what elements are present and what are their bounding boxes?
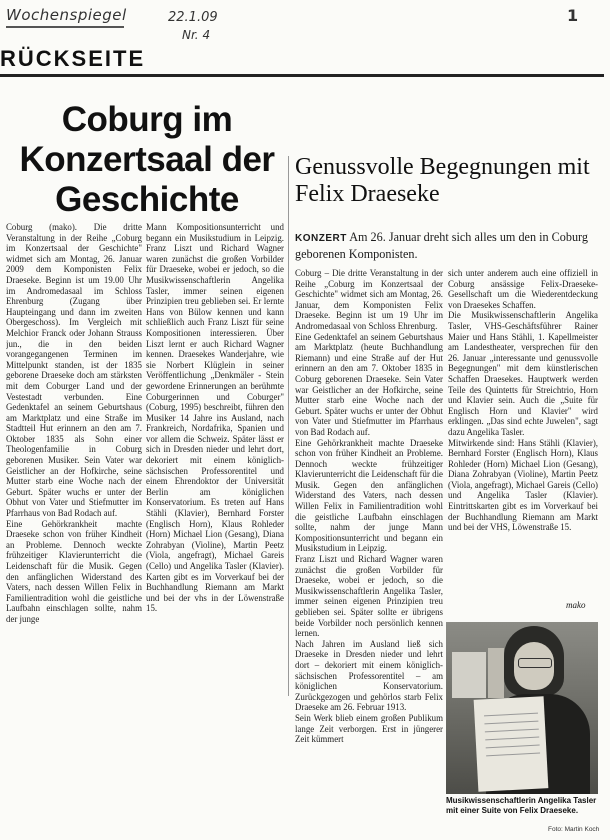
publication-name: Wochenspiegel: [6, 6, 127, 24]
photo-person-glasses: [518, 658, 552, 668]
issue-date: 22.1.09: [168, 10, 218, 25]
page-number: 1: [567, 6, 579, 25]
right-article-column-1: Coburg – Die dritte Veranstaltung in der Reihe „Coburg im Konzertsaal der Geschichte" widmet sich am Montag, 26. Januar, dem Komponisten Felix Draeseke. Beginn ist um 19 Uhr im Andromedasaal von Schloss Ehrenburg. Eine Gedenktafel an seinem Geburtshaus am Marktplatz (heute Buchhandlung Riemann) und eine Straße auf der Hut erinnern an den am 7. Oktober 1835 in Coburg geborenen Draeseke. Sein Vater war Geistlicher an der Hofkirche, seine Mutter starb eine Woche nach der Geburt. Später wuchs er unter der Obhut von Vater und Stiefmutter im Pfarrhaus von Bad Rodach auf. Eine Gehörkrankheit machte Draeseke schon von früher Kindheit an Probleme. Dennoch weckte frühzeitiger Klavierunterricht die Leidenschaft für die Musik. Gegen den anfänglichen Widerstand des Vaters, nach dessen Willen Felix in Familientradition wohl die geistliche Laufbahn einschlagen sollte, nahm der junge Mann Kompositionsunterricht und begann ein Musikstudium in Leipzig. Franz Liszt und Richard Wagner waren zunächst die großen Vorbilder für Draeseke, wobei er jedoch, so die Musikwissenschaftlerin Angelika Tasler, immer seinen eigenen Prinzipien treu geblieben sei. Später sollte er übrigens beide Vorbilder noch persönlich kennen lernen. Nach Jahren im Ausland ließ sich Draeseke in Dresden nieder und lehrt dort – dekoriert mit einem königlich-sächsischen Professorentitel – am königlichen Konservatorium. Zurückgezogen und gehörlos starb Felix Draeseke am 26. Februar 1913. Sein Werk blieb einem großen Publikum lange Zeit verborgen. Erst in jüngerer Zeit kümmert: [295, 268, 443, 745]
lead-kicker: KONZERT: [295, 233, 347, 244]
issue-number: Nr. 4: [182, 28, 211, 42]
right-article-headline: Genussvolle Begegnungen mit Felix Draeseke: [295, 154, 590, 207]
photo-credit: Foto: Martin Koch: [548, 826, 600, 833]
left-article-column-1: Coburg (mako). Die dritte Veranstaltung in der Reihe „Coburg im Konzertsaal der Geschichte" widmet sich am Montag, 26. Januar 2009 dem Komponisten Felix Draeseke. Beginn ist um 19.00 Uhr im Andromedasaal im Schloss Ehrenburg (Zugang über Haupteingang und dann im zweiten Obergeschoss). Im Vergleich mit Melchior Franck oder Johann Strauss jun., die in den beiden vorangegangenen Terminen im Mittelpunkt standen, ist der 1835 geborene Draeseke doch am stärksten mit dem Coburger Land und der Vestestadt verbunden. Eine Gedenktafel an seinem Geburtshaus am Marktplatz und eine Straße im Stadtteil Hut erinnern an den am 7. Oktober 1835 als Sohn einer Theologenfamilie in Coburg geborenen Musiker. Sein Vater war Geistlicher an der Hofkirche, seine Mutter starb eine Woche nach der Geburt. Später wuchs er unter der Obhut von Vater und Stiefmutter im Pfarrhaus von Bad Rodach auf. Eine Gehörkrankheit machte Draeseke schon von früher Kindheit an Probleme. Dennoch weckte frühzeitiger Klavierunterricht die Leidenschaft für die Musik. Gegen den anfänglichen Widerstand des Vaters, nach dessen Willen Felix in Familientradition wohl die geistliche Laufbahn einschlagen sollte, nahm der junge: [6, 222, 142, 624]
left-article-headline: Coburg im Konzertsaal der Geschichte: [19, 100, 275, 219]
section-title: RÜCKSEITE: [0, 46, 146, 71]
publication-underline: [6, 26, 124, 28]
lead-text: Am 26. Januar dreht sich alles um den in Coburg geborenen Komponisten.: [295, 230, 588, 261]
right-article-lead: [295, 230, 595, 261]
author-signature: mako: [566, 600, 586, 610]
right-article-column-2: sich unter anderem auch eine offiziell in Coburg ansässige Felix-Draeseke-Gesellschaft um die Wiederentdeckung von Draesekes Schaffen. Die Musikwissenschaftlerin Angelika Tasler, VHS-Geschäftsführer Rainer Maier und Hans Stähli, 1. Kapellmeister am Landestheater, versprechen für den 26. Januar „interessante und genussvolle Begegnungen" mit dem künstlerischen Schaffen Draesekes. Hauptwerk werden Teile des Quintetts für Streichtrio, Horn und Klavier sein. Auch die „Suite für Englisch Horn und Klavier" wird erklingen. „Das sind echte Juwelen", sagt dazu Angelika Tasler. Mitwirkende sind: Hans Stähli (Klavier), Bernhard Forster (Englisch Horn), Klaus Rohleder (Horn) Michael Lion (Gesang), Diana Zohrabyan (Violine), Martin Peetz (Viola, angefragt), Michael Gareis (Cello) und Angelika Tasler (Klavier). Eintrittskarten gibt es im Vorverkauf bei der Buchhandlung Riemann am Markt und bei der VHS, Löwenstraße 15.: [448, 268, 598, 533]
photo-caption: Musikwissenschaftlerin Angelika Tasler mit einer Suite von Felix Draeseke.: [446, 796, 597, 815]
photo-background-sign: [452, 652, 486, 698]
section-rule: [0, 74, 604, 77]
column-divider: [288, 156, 289, 696]
left-article-column-2: Mann Kompositionsunterricht und begann ein Musikstudium in Leipzig. Franz Liszt und Richard Wagner waren zunächst die großen Vorbilder für Draeseke, wobei er jedoch, so die Musikwissenschaftlerin Angelika Tasler, immer seinen eigenen Prinzipien treu geblieben sei. Er lernte Hans von Bülow kennen und kann schließlich auch Franz Liszt für seine Kompositionen interessieren. Über Liszt lernt er auch Richard Wagner kennen. Draesekes Wanderjahre, wie sie Norbert Klüglein in seiner Veröffentlichung „Denkmäler - Stein gewordene Erinnerungen an berühmte Coburgerinnen und Coburger" (Coburg, 1995) beschreibt, führen den Musiker 14 Jahre ins Ausland, nach Frankreich, Nordafrika, Spanien und vor allem die Schweiz. Später lässt er sich in Dresden nieder und lehrt dort, dekoriert mit einem königlich-sächsischen Professorentitel und einem Ehrendoktor der Universität Berlin am königlichen Konservatorium. Es treten auf Hans Stähli (Klavier), Bernhard Forster (Englisch Horn), Klaus Rohleder (Horn) Michael Lion (Gesang), Diana Zohrabyan (Violine), Martin Peetz (Viola, angefragt), Michael Gareis (Cello) und Angelika Tasler (Klavier). Karten gibt es im Vorverkauf bei der Buchhandlung Riemann am Markt und bei der vhs in der Löwenstraße 15.: [146, 222, 284, 614]
photo-background-panel: [488, 648, 504, 698]
photo-sheet-music: [474, 696, 549, 792]
article-photo: [446, 622, 598, 794]
